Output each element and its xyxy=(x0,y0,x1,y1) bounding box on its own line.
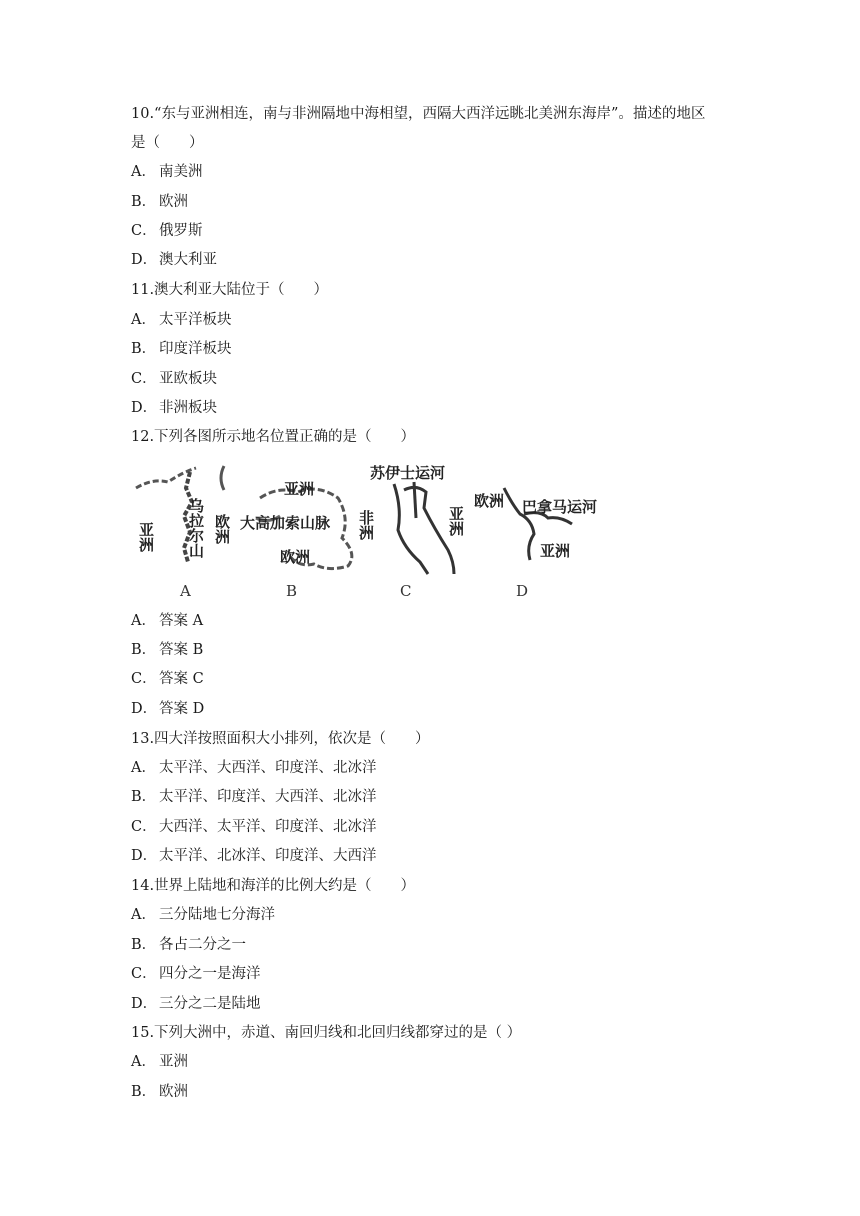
map-a-right-label: 欧洲 xyxy=(213,514,231,544)
question-14-option-d: D． 三分之二是陆地 xyxy=(131,996,261,1012)
map-c-canal-label: 苏伊士运河 xyxy=(370,464,446,482)
question-13-option-b: B． 太平洋、印度洋、大西洋、北冰洋 xyxy=(131,789,377,805)
question-12-option-a: A． 答案 A xyxy=(131,613,204,629)
question-13-option-c: C． 大西洋、太平洋、印度洋、北冰洋 xyxy=(131,819,377,835)
question-10-option-c: C． 俄罗斯 xyxy=(131,223,203,239)
question-12-option-c: C． 答案 C xyxy=(131,671,204,687)
map-d xyxy=(474,488,597,600)
question-14-stem: 14.世界上陆地和海洋的比例大约是（ ） xyxy=(131,878,416,894)
map-d-canal-label: 巴拿马运河 xyxy=(522,498,598,516)
map-d-left-label: 欧洲 xyxy=(474,492,505,510)
map-c-left-label: 非洲 xyxy=(357,510,375,540)
map-b-top-label: 亚洲 xyxy=(284,480,315,498)
map-b xyxy=(240,480,352,600)
question-15-option-a: A． 亚洲 xyxy=(131,1054,188,1070)
question-10-option-b: B． 欧洲 xyxy=(131,194,188,210)
map-b-caption: B xyxy=(286,582,298,600)
question-14-option-b: B． 各占二分之一 xyxy=(131,937,246,953)
map-d-bottom-label: 亚洲 xyxy=(540,542,571,560)
question-12-stem: 12.下列各图所示地名位置正确的是（ ） xyxy=(131,429,416,445)
question-11-option-c: C． 亚欧板块 xyxy=(131,371,217,387)
map-b-bottom-label: 欧洲 xyxy=(280,548,311,566)
question-13-option-a: A． 太平洋、大西洋、印度洋、北冰洋 xyxy=(131,760,377,776)
question-12-map-figure xyxy=(128,458,608,604)
map-b-mountain-label: 大高加索山脉 xyxy=(240,514,331,532)
map-a-mountain-label: 乌拉尔山 xyxy=(187,498,205,558)
question-12-option-d: D． 答案 D xyxy=(131,701,205,717)
question-11-option-a: A． 太平洋板块 xyxy=(131,312,232,328)
question-10-stem-line2: 是（ ） xyxy=(131,135,204,151)
question-11-option-d: D． 非洲板块 xyxy=(131,400,217,416)
map-a-left-label: 亚洲 xyxy=(137,522,155,552)
map-d-caption: D xyxy=(516,582,529,600)
question-14-option-a: A． 三分陆地七分海洋 xyxy=(131,907,275,923)
map-c-caption: C xyxy=(400,582,412,600)
question-10-option-a: A． 南美洲 xyxy=(131,164,203,180)
question-11-option-b: B． 印度洋板块 xyxy=(131,341,232,357)
question-10-option-d: D． 澳大利亚 xyxy=(131,252,217,268)
question-15-option-b: B． 欧洲 xyxy=(131,1084,188,1100)
question-11-stem: 11.澳大利亚大陆位于（ ） xyxy=(131,282,329,298)
question-12-option-b: B． 答案 B xyxy=(131,642,204,658)
question-10-stem-line1: 10.“东与亚洲相连，南与非洲隔地中海相望，西隔大西洋远眺北美洲东海岸”。描述的地区 xyxy=(131,106,706,122)
map-c xyxy=(357,464,465,600)
question-13-option-d: D． 太平洋、北冰洋、印度洋、大西洋 xyxy=(131,848,377,864)
question-14-option-c: C． 四分之一是海洋 xyxy=(131,966,261,982)
question-13-stem: 13.四大洋按照面积大小排列，依次是（ ） xyxy=(131,731,430,747)
map-a-caption: A xyxy=(180,582,191,600)
map-a xyxy=(136,466,231,600)
map-c-right-label: 亚洲 xyxy=(447,506,465,536)
question-15-stem: 15.下列大洲中，赤道、南回归线和北回归线都穿过的是（ ） xyxy=(131,1025,522,1041)
